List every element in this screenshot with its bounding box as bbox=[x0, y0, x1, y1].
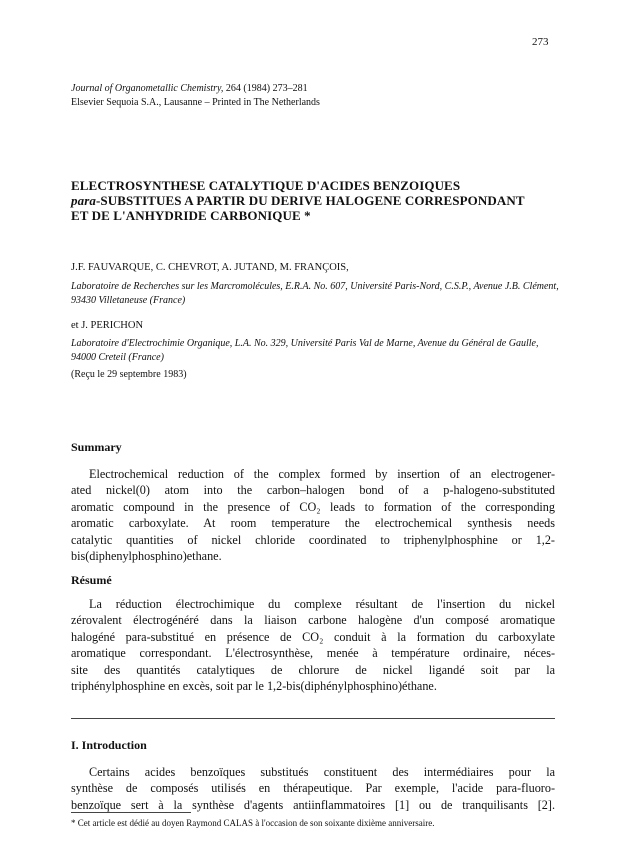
resume-line: triphénylphosphine en excès, soit par le 1,2-bis(diphénylphosphino)éthane. bbox=[71, 679, 437, 694]
title-line-2 bbox=[71, 193, 561, 208]
journal-reference: 264 (1984) 273–281 bbox=[225, 83, 308, 94]
summary-line: bis(diphenylphosphino)ethane. bbox=[71, 549, 222, 564]
resume-line: halogéné para-substitué en présence de CO₂ conduit à la formation du carboxylate bbox=[71, 629, 555, 644]
page-number: 273 bbox=[532, 36, 549, 48]
resume-heading: Résumé bbox=[71, 573, 112, 587]
resume-line: aromatique correspondant. L'électrosynthèse, menée à température ordinaire, néces- bbox=[71, 646, 555, 661]
additional-author: et J. PERICHON bbox=[71, 320, 144, 331]
section-divider bbox=[71, 718, 555, 719]
title-para-word: para bbox=[71, 193, 96, 208]
article-title bbox=[71, 178, 561, 223]
introduction-line: Certains acides benzoïques substitués constituent des intermédiaires pour la bbox=[89, 765, 555, 779]
resume-text bbox=[71, 596, 555, 694]
affiliation-1: Laboratoire de Recherches sur les Marcromolécules, E.R.A. No. 607, Université Paris-Nord, C.S.P., Avenue J.B. Clément, 93430 Villetaneuse (France) bbox=[71, 281, 559, 306]
summary-line: aromatic carboxylate. At room temperature the electrochemical synthesis needs bbox=[71, 516, 555, 531]
title-line-1: ELECTROSYNTHESE CATALYTIQUE D'ACIDES BENZOIQUES bbox=[71, 178, 461, 193]
summary-line: Electrochemical reduction of the complex formed by insertion of an electrogener- bbox=[89, 467, 555, 481]
introduction-line: benzoïque sert à la synthèse d'agents antiinflammatoires [1] ou de tranquilisants [2]. bbox=[71, 797, 555, 812]
introduction-line: synthèse de composés utilisés en thérapeutique. Par exemple, l'acide para-fluoro- bbox=[71, 781, 555, 796]
introduction-text bbox=[71, 764, 555, 813]
journal-name: Journal of Organometallic Chemistry, bbox=[71, 83, 224, 94]
resume-line: site des quantités catalytiques de chlorure de nickel ligandé soit par la bbox=[71, 662, 555, 677]
title-line-3: ET DE L'ANHYDRIDE CARBONIQUE * bbox=[71, 208, 311, 223]
introduction-heading: I. Introduction bbox=[71, 738, 147, 752]
summary-text bbox=[71, 466, 555, 564]
summary-line: catalytic quantities of nickel chloride coordinated to triphenylphosphine or 1,2- bbox=[71, 532, 555, 547]
footnote: * Cet article est dédié au doyen Raymond CALAS à l'occasion de son soixante dixième anniversaire. bbox=[71, 818, 435, 828]
received-date: (Reçu le 29 septembre 1983) bbox=[71, 369, 187, 380]
journal-citation bbox=[71, 82, 320, 110]
summary-line: ated nickel(0) atom into the carbon–halogen bond of a p-halogeno-substituted bbox=[71, 483, 555, 498]
footnote-divider bbox=[71, 812, 191, 813]
resume-line: La réduction électrochimique du complexe résultant de l'insertion du nickel bbox=[89, 597, 555, 611]
title-line-2-rest: -SUBSTITUES A PARTIR DU DERIVE HALOGENE CORRESPONDANT bbox=[95, 193, 525, 208]
journal-line-1 bbox=[71, 82, 320, 96]
publisher-line: Elsevier Sequoia S.A., Lausanne – Printed in The Netherlands bbox=[71, 97, 320, 108]
author-list: J.F. FAUVARQUE, C. CHEVROT, A. JUTAND, M. FRANÇOIS, bbox=[71, 262, 349, 273]
affiliation-2: Laboratoire d'Electrochimie Organique, L.A. No. 329, Université Paris Val de Marne, Avenue du Général de Gaulle, 94000 Creteil (France) bbox=[71, 338, 539, 363]
summary-line: aromatic compound in the presence of CO₂ leads to formation of the corresponding bbox=[71, 499, 555, 514]
summary-heading: Summary bbox=[71, 440, 122, 454]
resume-line: zérovalent électrogénéré dans la liaison carbone halogène d'un composé aromatique bbox=[71, 613, 555, 628]
